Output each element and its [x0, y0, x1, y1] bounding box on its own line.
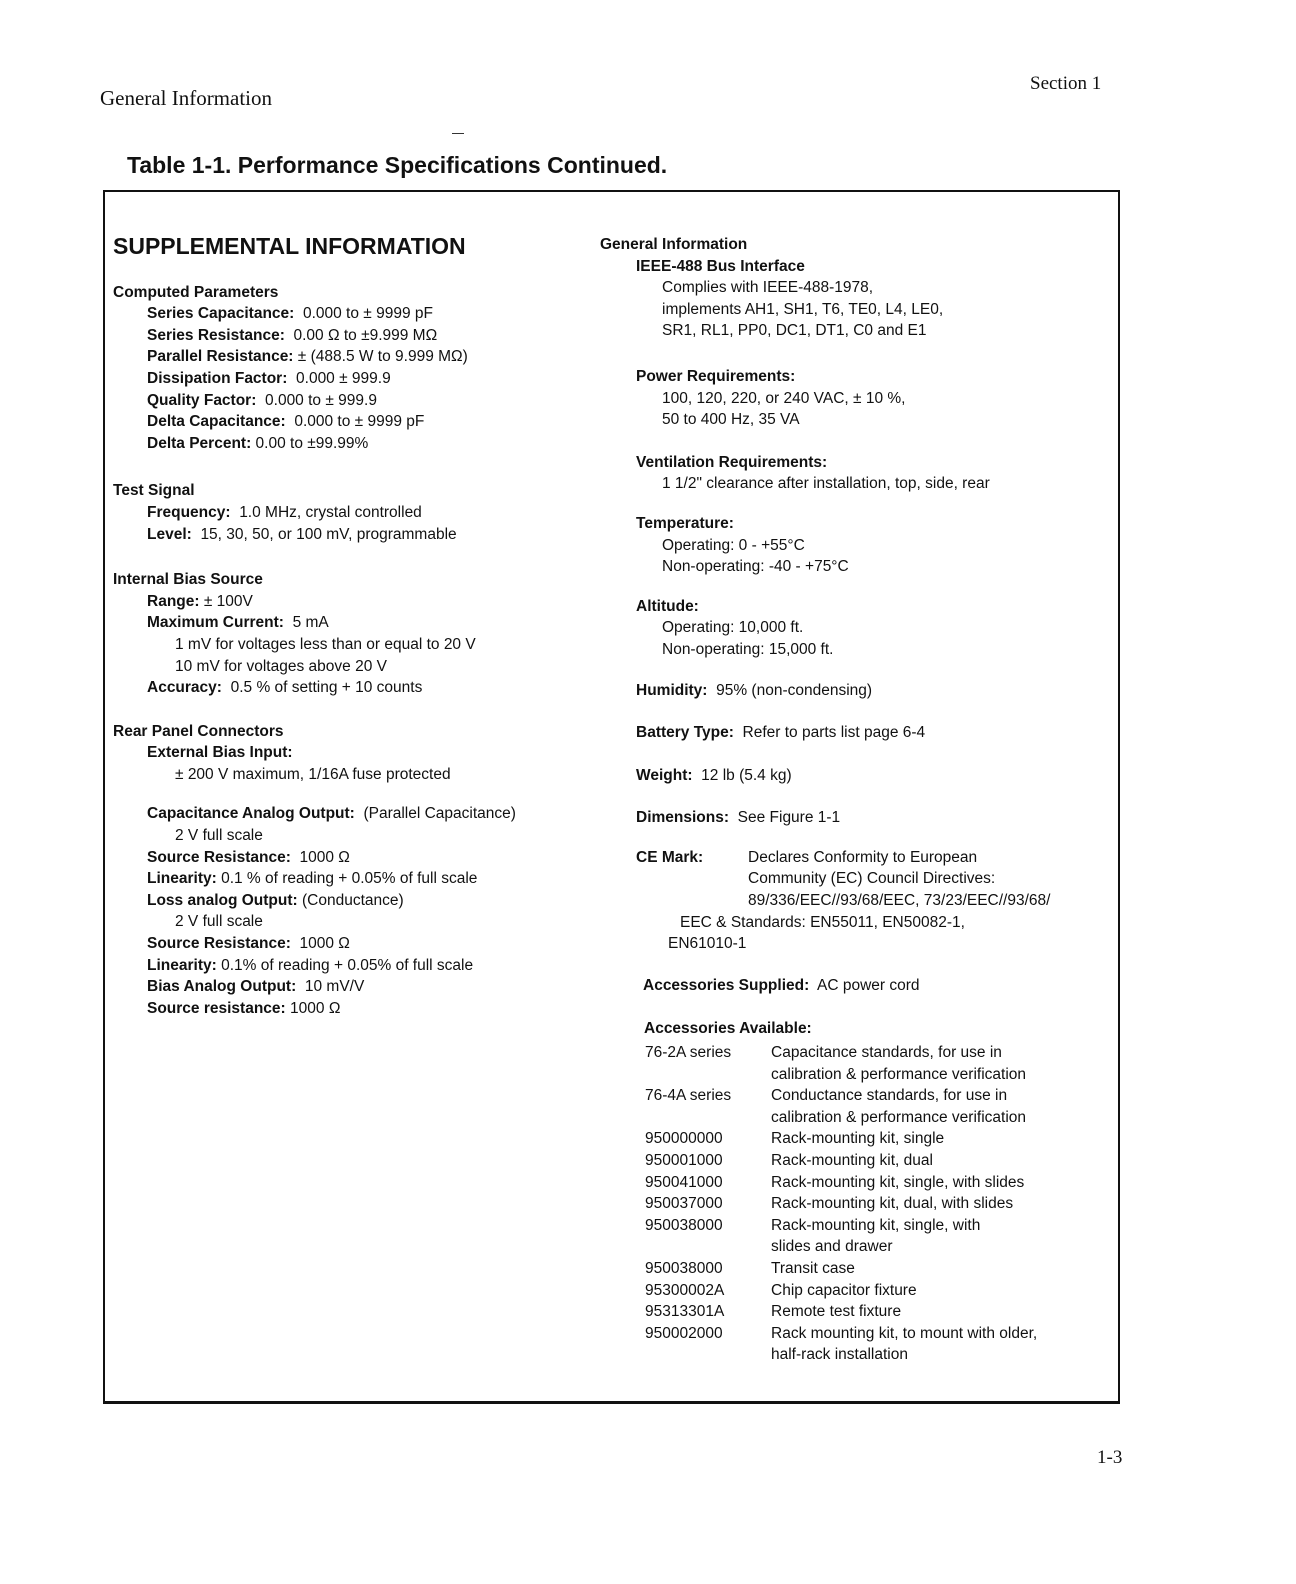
accessory-row [645, 1128, 1120, 1150]
spec-line [113, 591, 593, 613]
accessories-table [600, 1042, 1120, 1366]
computed-parameters-title: Computed Parameters [113, 283, 279, 301]
accessory-desc: Rack-mounting kit, single [771, 1130, 945, 1148]
spec-line [113, 955, 593, 977]
accessory-row [645, 1150, 1120, 1172]
spec-label: Weight: [636, 766, 693, 784]
spec-value: 0.000 to ± 9999 pF [294, 413, 425, 431]
ieee-line: Complies with IEEE-488-1978, [662, 279, 874, 297]
accessory-desc-line: calibration & performance verification [771, 1108, 1027, 1126]
accessory-desc [771, 1323, 1120, 1366]
accessory-desc: Rack-mounting kit, single, with slides [771, 1173, 1025, 1191]
accessory-part: 95313301A [645, 1303, 725, 1321]
ce-line: Declares Conformity to European [748, 848, 978, 866]
spec-label: Parallel Resistance: [147, 348, 294, 366]
spec-line [600, 765, 1120, 787]
running-header-title: General Information [100, 86, 273, 110]
spec-label: Frequency: [147, 503, 231, 521]
accessories-available-title: Accessories Available: [644, 1020, 812, 1038]
accessory-part: 950038000 [645, 1259, 723, 1277]
accessory-desc-line: calibration & performance verification [771, 1065, 1027, 1083]
power-title: Power Requirements: [636, 367, 796, 385]
spec-value: 0.1 % of reading + 0.05% of full scale [221, 870, 478, 888]
test-signal-title: Test Signal [113, 482, 195, 500]
accessory-part: 950038000 [645, 1216, 723, 1234]
accessory-desc: Rack-mounting kit, dual, with slides [771, 1195, 1014, 1213]
spec-label: Linearity: [147, 956, 217, 974]
accessory-row [645, 1323, 1120, 1366]
spec-label: Source Resistance: [147, 935, 291, 953]
external-bias-value: ± 200 V maximum, 1/16A fuse protected [175, 765, 451, 783]
spec-value: (Conductance) [302, 891, 404, 909]
spec-line [113, 346, 593, 368]
spec-line [113, 325, 593, 347]
spec-value: 12 lb (5.4 kg) [701, 766, 792, 784]
scale-line: 2 V full scale [175, 827, 263, 845]
temperature-nonoperating: Non-operating: -40 - +75°C [662, 558, 849, 576]
ce-mark-text [748, 847, 1050, 912]
spec-line [113, 847, 593, 869]
spec-label: Humidity: [636, 681, 708, 699]
spec-value: 5 mA [292, 614, 329, 632]
spec-label: Series Resistance: [147, 326, 285, 344]
spec-line [113, 998, 593, 1020]
spec-label: Series Capacitance: [147, 305, 295, 323]
altitude-operating: Operating: 10,000 ft. [662, 619, 804, 637]
spec-line [113, 612, 593, 634]
spec-label: Loss analog Output: [147, 891, 298, 909]
spec-line [113, 803, 593, 825]
spec-value: 0.000 to ± 9999 pF [302, 305, 433, 323]
spec-line [600, 680, 1120, 702]
spec-line [113, 976, 593, 998]
accessory-row [645, 1301, 1120, 1323]
ieee-title: IEEE-488 Bus Interface [636, 257, 805, 275]
power-line: 100, 120, 220, or 240 VAC, ± 10 %, [662, 389, 906, 407]
accessory-part: 950041000 [645, 1173, 723, 1191]
spec-value: (Parallel Capacitance) [363, 805, 516, 823]
accessory-desc [771, 1085, 1120, 1128]
accessory-row [645, 1193, 1120, 1215]
accessory-desc [771, 1042, 1120, 1085]
spec-value: AC power cord [817, 976, 920, 994]
spec-line [113, 890, 593, 912]
spec-value: See Figure 1-1 [737, 809, 841, 827]
spec-label: Bias Analog Output: [147, 978, 297, 996]
accessory-row [645, 1042, 1120, 1085]
resolution-line: 10 mV for voltages above 20 V [175, 657, 387, 675]
internal-bias-title: Internal Bias Source [113, 571, 263, 589]
spec-label: Accessories Supplied: [643, 976, 810, 994]
spec-value: 0.00 Ω to ±9.999 MΩ [293, 326, 438, 344]
spec-label: Linearity: [147, 870, 217, 888]
spec-label: Range: [147, 592, 200, 610]
spec-label: Accuracy: [147, 679, 222, 697]
ce-line: EEC & Standards: EN55011, EN50082-1, [680, 913, 965, 931]
altitude-nonoperating: Non-operating: 15,000 ft. [662, 640, 834, 658]
spec-line [113, 390, 593, 412]
accessory-part: 950000000 [645, 1130, 723, 1148]
accessory-row [645, 1280, 1120, 1302]
spec-value: ± (488.5 W to 9.999 MΩ) [297, 348, 468, 366]
temperature-title: Temperature: [636, 514, 734, 532]
accessory-part: 950037000 [645, 1195, 723, 1213]
ce-line: Community (EC) Council Directives: [748, 870, 996, 888]
spec-label: Delta Capacitance: [147, 413, 286, 431]
spec-value: 95% (non-condensing) [716, 681, 873, 699]
spec-value: 0.1% of reading + 0.05% of full scale [221, 956, 474, 974]
general-info-title: General Information [600, 236, 748, 253]
spec-value: 1000 Ω [290, 999, 341, 1017]
accessory-desc [771, 1215, 1120, 1258]
spec-line [113, 524, 593, 546]
right-column [600, 234, 1120, 1366]
accessory-desc: Remote test fixture [771, 1303, 902, 1321]
spec-label: Maximum Current: [147, 614, 284, 632]
ieee-line: implements AH1, SH1, T6, TE0, L4, LE0, [662, 300, 944, 318]
accessory-part: 950001000 [645, 1152, 723, 1169]
accessory-part: 76-4A series [645, 1087, 732, 1105]
spec-line [113, 868, 593, 890]
spec-label: Battery Type: [636, 724, 734, 742]
spec-value: 1000 Ω [299, 935, 350, 953]
accessory-desc: Chip capacitor fixture [771, 1281, 917, 1299]
left-column [113, 233, 593, 1019]
spec-label: Capacitance Analog Output: [147, 805, 355, 823]
spec-line [113, 502, 593, 524]
spec-line [113, 368, 593, 390]
accessory-desc: Rack-mounting kit, dual [771, 1152, 933, 1169]
spec-label: Level: [147, 525, 192, 543]
ce-line: EN61010-1 [668, 935, 747, 953]
spec-value: 0.000 to ± 999.9 [265, 391, 377, 409]
spec-value: 0.00 to ±99.99% [255, 434, 369, 452]
accessory-part: 76-2A series [645, 1044, 732, 1062]
spec-label: Dimensions: [636, 809, 730, 827]
spec-line [600, 975, 1120, 997]
spec-line [113, 411, 593, 433]
ventilation-title: Ventilation Requirements: [636, 453, 828, 471]
spec-value: 1000 Ω [299, 848, 350, 866]
supplemental-heading: SUPPLEMENTAL INFORMATION [113, 233, 466, 259]
page-number: 1-3 [1097, 1447, 1123, 1468]
ce-mark-block [600, 847, 1120, 912]
resolution-line: 1 mV for voltages less than or equal to 20 V [175, 635, 476, 653]
ieee-line: SR1, RL1, PP0, DC1, DT1, C0 and E1 [662, 322, 927, 340]
accessory-desc-line: Rack-mounting kit, single, with [771, 1216, 981, 1234]
spec-value: 10 mV/V [304, 978, 365, 996]
spec-value: Refer to parts list page 6-4 [742, 724, 926, 742]
accessory-row [645, 1172, 1120, 1194]
accessory-part: 95300002A [645, 1281, 725, 1299]
spec-label: Dissipation Factor: [147, 369, 288, 387]
accessory-row [645, 1215, 1120, 1258]
spec-value: 0.000 ± 999.9 [296, 369, 391, 387]
spec-line [113, 303, 593, 325]
altitude-title: Altitude: [636, 597, 699, 615]
dash-mark [452, 133, 464, 134]
accessory-desc-line: half-rack installation [771, 1346, 908, 1364]
spec-label: Delta Percent: [147, 434, 252, 452]
ce-mark-label: CE Mark: [636, 848, 704, 866]
spec-label: Source Resistance: [147, 848, 291, 866]
section-label: Section 1 [1030, 73, 1102, 94]
accessory-desc: Transit case [771, 1259, 855, 1277]
spec-label: Quality Factor: [147, 391, 257, 409]
table-title: Table 1-1. Performance Specifications Continued. [127, 152, 668, 178]
accessory-part: 950002000 [645, 1324, 723, 1342]
spec-line [600, 807, 1120, 829]
accessory-desc-line: Rack mounting kit, to mount with older, [771, 1324, 1038, 1342]
rear-panel-title: Rear Panel Connectors [113, 722, 284, 740]
external-bias-label: External Bias Input: [147, 744, 293, 762]
spec-line [113, 933, 593, 955]
temperature-operating: Operating: 0 - +55°C [662, 536, 805, 554]
spec-value: 0.5 % of setting + 10 counts [230, 679, 423, 697]
spec-line [600, 722, 1120, 744]
accessory-desc-line: Capacitance standards, for use in [771, 1044, 1002, 1062]
spec-value: 15, 30, 50, or 100 mV, programmable [200, 525, 457, 543]
ce-line: 89/336/EEC//93/68/EEC, 73/23/EEC//93/68/ [748, 892, 1051, 910]
spec-value: ± 100V [203, 592, 253, 610]
spec-line [113, 677, 593, 699]
accessory-row [645, 1258, 1120, 1280]
scale-line: 2 V full scale [175, 913, 263, 931]
accessory-desc-line: Conductance standards, for use in [771, 1087, 1008, 1105]
ventilation-value: 1 1/2" clearance after installation, top, side, rear [662, 475, 990, 493]
power-line: 50 to 400 Hz, 35 VA [662, 411, 800, 429]
spec-value: 1.0 MHz, crystal controlled [239, 503, 422, 521]
accessory-row [645, 1085, 1120, 1128]
spec-line [113, 433, 593, 455]
spec-label: Source resistance: [147, 999, 286, 1017]
accessory-desc-line: slides and drawer [771, 1238, 893, 1256]
